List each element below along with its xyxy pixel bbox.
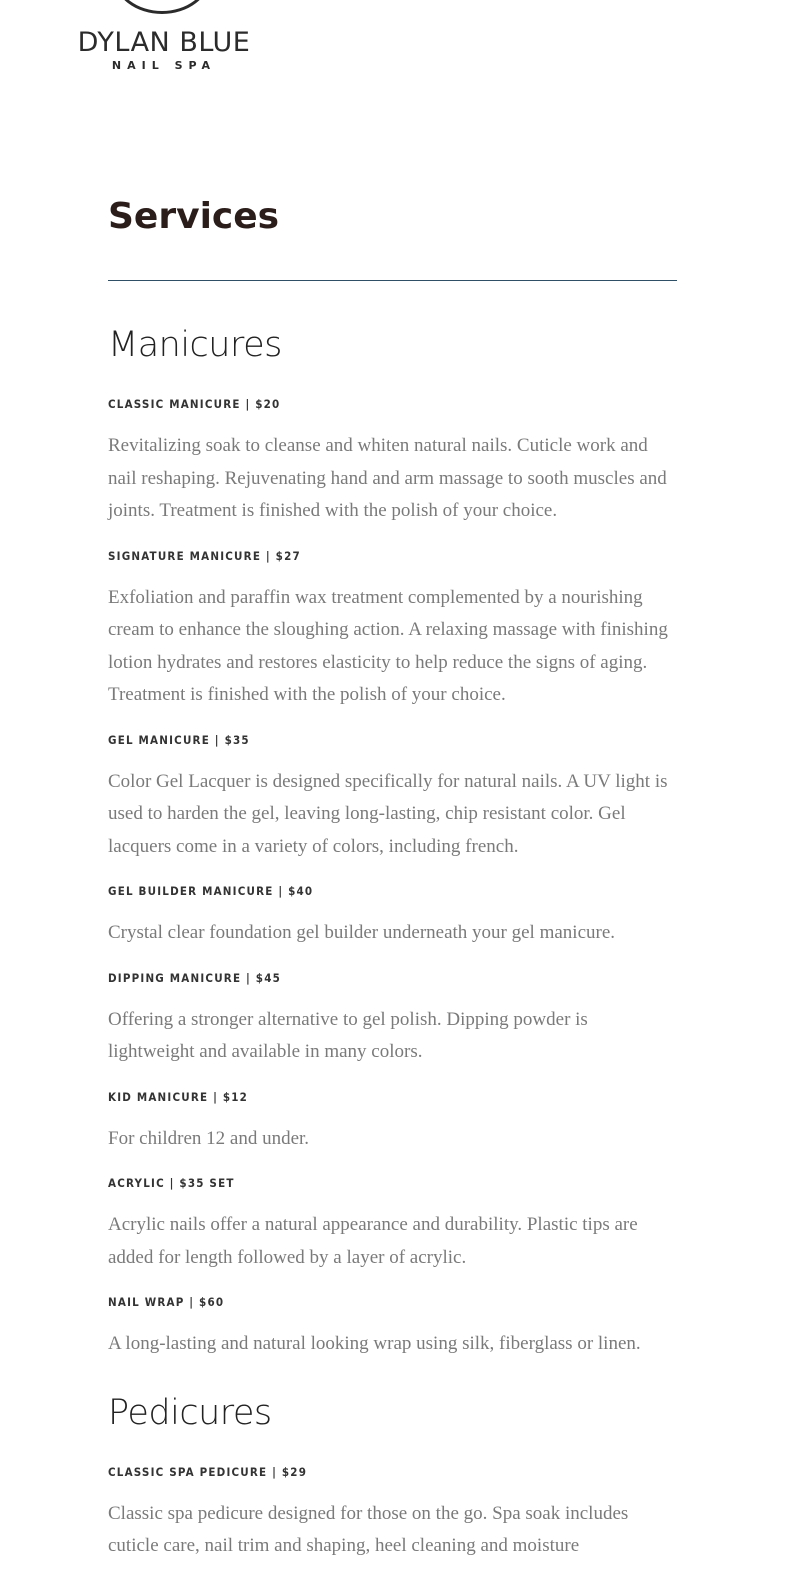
logo-subtitle: NAIL SPA — [111, 59, 217, 72]
service-item — [108, 546, 677, 712]
service-name-price: NAIL WRAP | $60 — [108, 1295, 225, 1309]
service-item — [108, 1173, 677, 1274]
service-name-price: GEL MANICURE | $35 — [108, 732, 250, 747]
service-description: Color Gel Lacquer is designed specifically for natural nails. A UV light is used to harden the gel, leaving long-lasting, chip resistant color. Gel lacquers come in a variety of colors, including french. — [108, 770, 668, 857]
service-item — [108, 730, 677, 864]
service-item — [108, 394, 677, 528]
page-title: Services — [108, 196, 280, 237]
service-item — [108, 968, 677, 1069]
divider — [108, 280, 677, 281]
service-name-price: CLASSIC SPA PEDICURE | $29 — [108, 1464, 308, 1479]
service-description: Exfoliation and paraffin wax treatment complemented by a nourishing cream to enhance the sloughing action. A relaxing massage with finishing lotion hydrates and restores elasticity to help reduce the signs of aging. Treatment is finished with the polish of your choice. — [108, 586, 668, 705]
service-item — [108, 881, 677, 950]
service-description: Classic spa pedicure designed for those on the go. Spa soak includes cuticle care, nail trim and shaping, heel cleaning and moisture — [108, 1502, 629, 1556]
service-description: Acrylic nails offer a natural appearance and durability. Plastic tips are added for length followed by a layer of acrylic. — [108, 1214, 638, 1268]
section-heading: Manicures — [108, 325, 282, 365]
service-description: Revitalizing soak to cleanse and whiten natural nails. Cuticle work and nail reshaping. Rejuvenating hand and arm massage to sooth muscles and joints. Treatment is finished with the polish of your choice. — [108, 435, 667, 521]
service-item — [108, 1087, 677, 1156]
service-section-manicures — [108, 321, 677, 1361]
service-description: For children 12 and under. — [108, 1127, 310, 1149]
logo-circle-icon — [114, 0, 210, 14]
services-content — [108, 190, 677, 1591]
logo-name: DYLAN BLUE — [77, 27, 251, 58]
service-name-price: GEL BUILDER MANICURE | $40 — [108, 884, 314, 898]
service-description: Offering a stronger alternative to gel polish. Dipping powder is lightweight and available in many colors. — [108, 1008, 588, 1062]
service-item — [108, 1462, 677, 1563]
service-name-price: KID MANICURE | $12 — [108, 1089, 249, 1104]
section-heading: Pedicures — [108, 1392, 272, 1433]
service-name-price: ACRYLIC | $35 SET — [108, 1176, 235, 1190]
service-name-price: CLASSIC MANICURE | $20 — [108, 397, 281, 411]
service-description: Crystal clear foundation gel builder underneath your gel manicure. — [108, 922, 616, 943]
service-section-pedicures — [108, 1389, 677, 1563]
service-item — [108, 1292, 677, 1361]
service-name-price: DIPPING MANICURE | $45 — [108, 970, 282, 985]
service-name-price: SIGNATURE MANICURE | $27 — [108, 548, 301, 563]
service-description: A long-lasting and natural looking wrap using silk, fiberglass or linen. — [108, 1333, 641, 1354]
logo[interactable] — [66, 0, 262, 76]
